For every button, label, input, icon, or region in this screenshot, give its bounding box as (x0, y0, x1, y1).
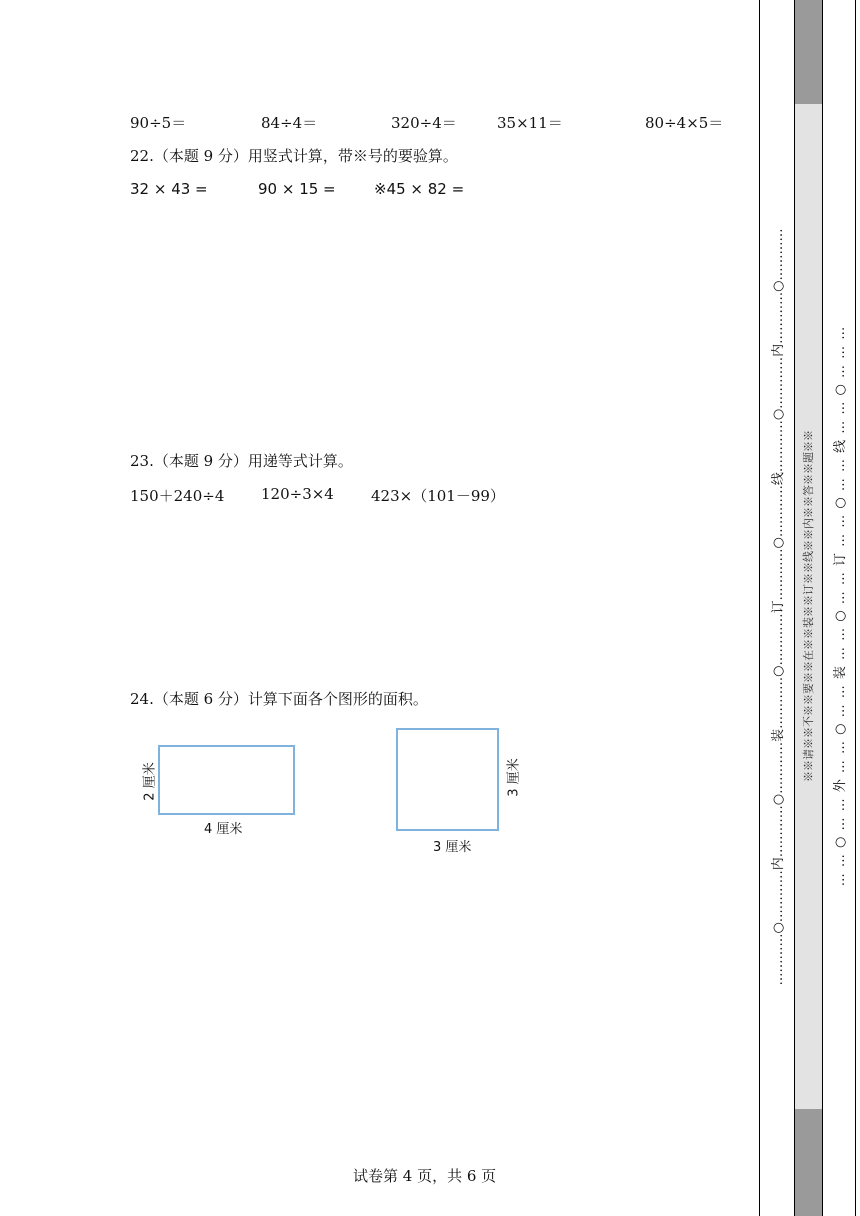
arith-5: 80÷4×5＝ (645, 114, 724, 132)
q23-item-2: 120÷3×4 (261, 485, 334, 503)
margin-border-outer-left (759, 0, 760, 1216)
square-width-label: 3 厘米 (433, 840, 472, 855)
q22-item-3: ※45 × 82 = (374, 180, 465, 198)
square-figure (396, 728, 499, 831)
q23-item-3: 423×（101－99） (371, 487, 505, 505)
rectangle-height-label: 2 厘米 (142, 762, 158, 801)
margin-left-strip: …………○…………内…………○…………装…………○…………订…………○…………线…………○…………内…………○………… (771, 228, 786, 986)
margin-middle-strip: ※※请※※不※※要※※在※※装※※订※※线※※内※※答※※题※※ (802, 430, 815, 782)
q23-title: 23.（本题 9 分）用递等式计算。 (130, 452, 353, 470)
arith-4: 35×11＝ (497, 114, 563, 132)
arith-2: 84÷4＝ (261, 114, 318, 132)
q23-item-1: 150＋240÷4 (130, 487, 225, 505)
q22-title: 22.（本题 9 分）用竖式计算，带※号的要验算。 (130, 147, 458, 165)
margin-border-inner-2 (822, 0, 823, 1216)
rectangle-width-label: 4 厘米 (204, 822, 243, 837)
q24-title: 24.（本题 6 分）计算下面各个图形的面积。 (130, 690, 428, 708)
arith-1: 90÷5＝ (130, 114, 187, 132)
rectangle-figure (158, 745, 295, 815)
margin-gray-top (795, 0, 822, 104)
square-height-label: 3 厘米 (506, 758, 522, 797)
page-footer: 试卷第 4 页，共 6 页 (353, 1167, 497, 1185)
q22-item-2: 90 × 15 = (258, 180, 336, 198)
margin-border-right (855, 0, 856, 1216)
margin-gray-bottom (795, 1109, 822, 1216)
q22-item-1: 32 × 43 = (130, 180, 208, 198)
arith-3: 320÷4＝ (391, 114, 457, 132)
margin-right-strip: … … ○ … … 外 … … ○ … … 装 … … ○ … … 订 … … ○ … … 线 … … ○ … … … (833, 325, 848, 887)
